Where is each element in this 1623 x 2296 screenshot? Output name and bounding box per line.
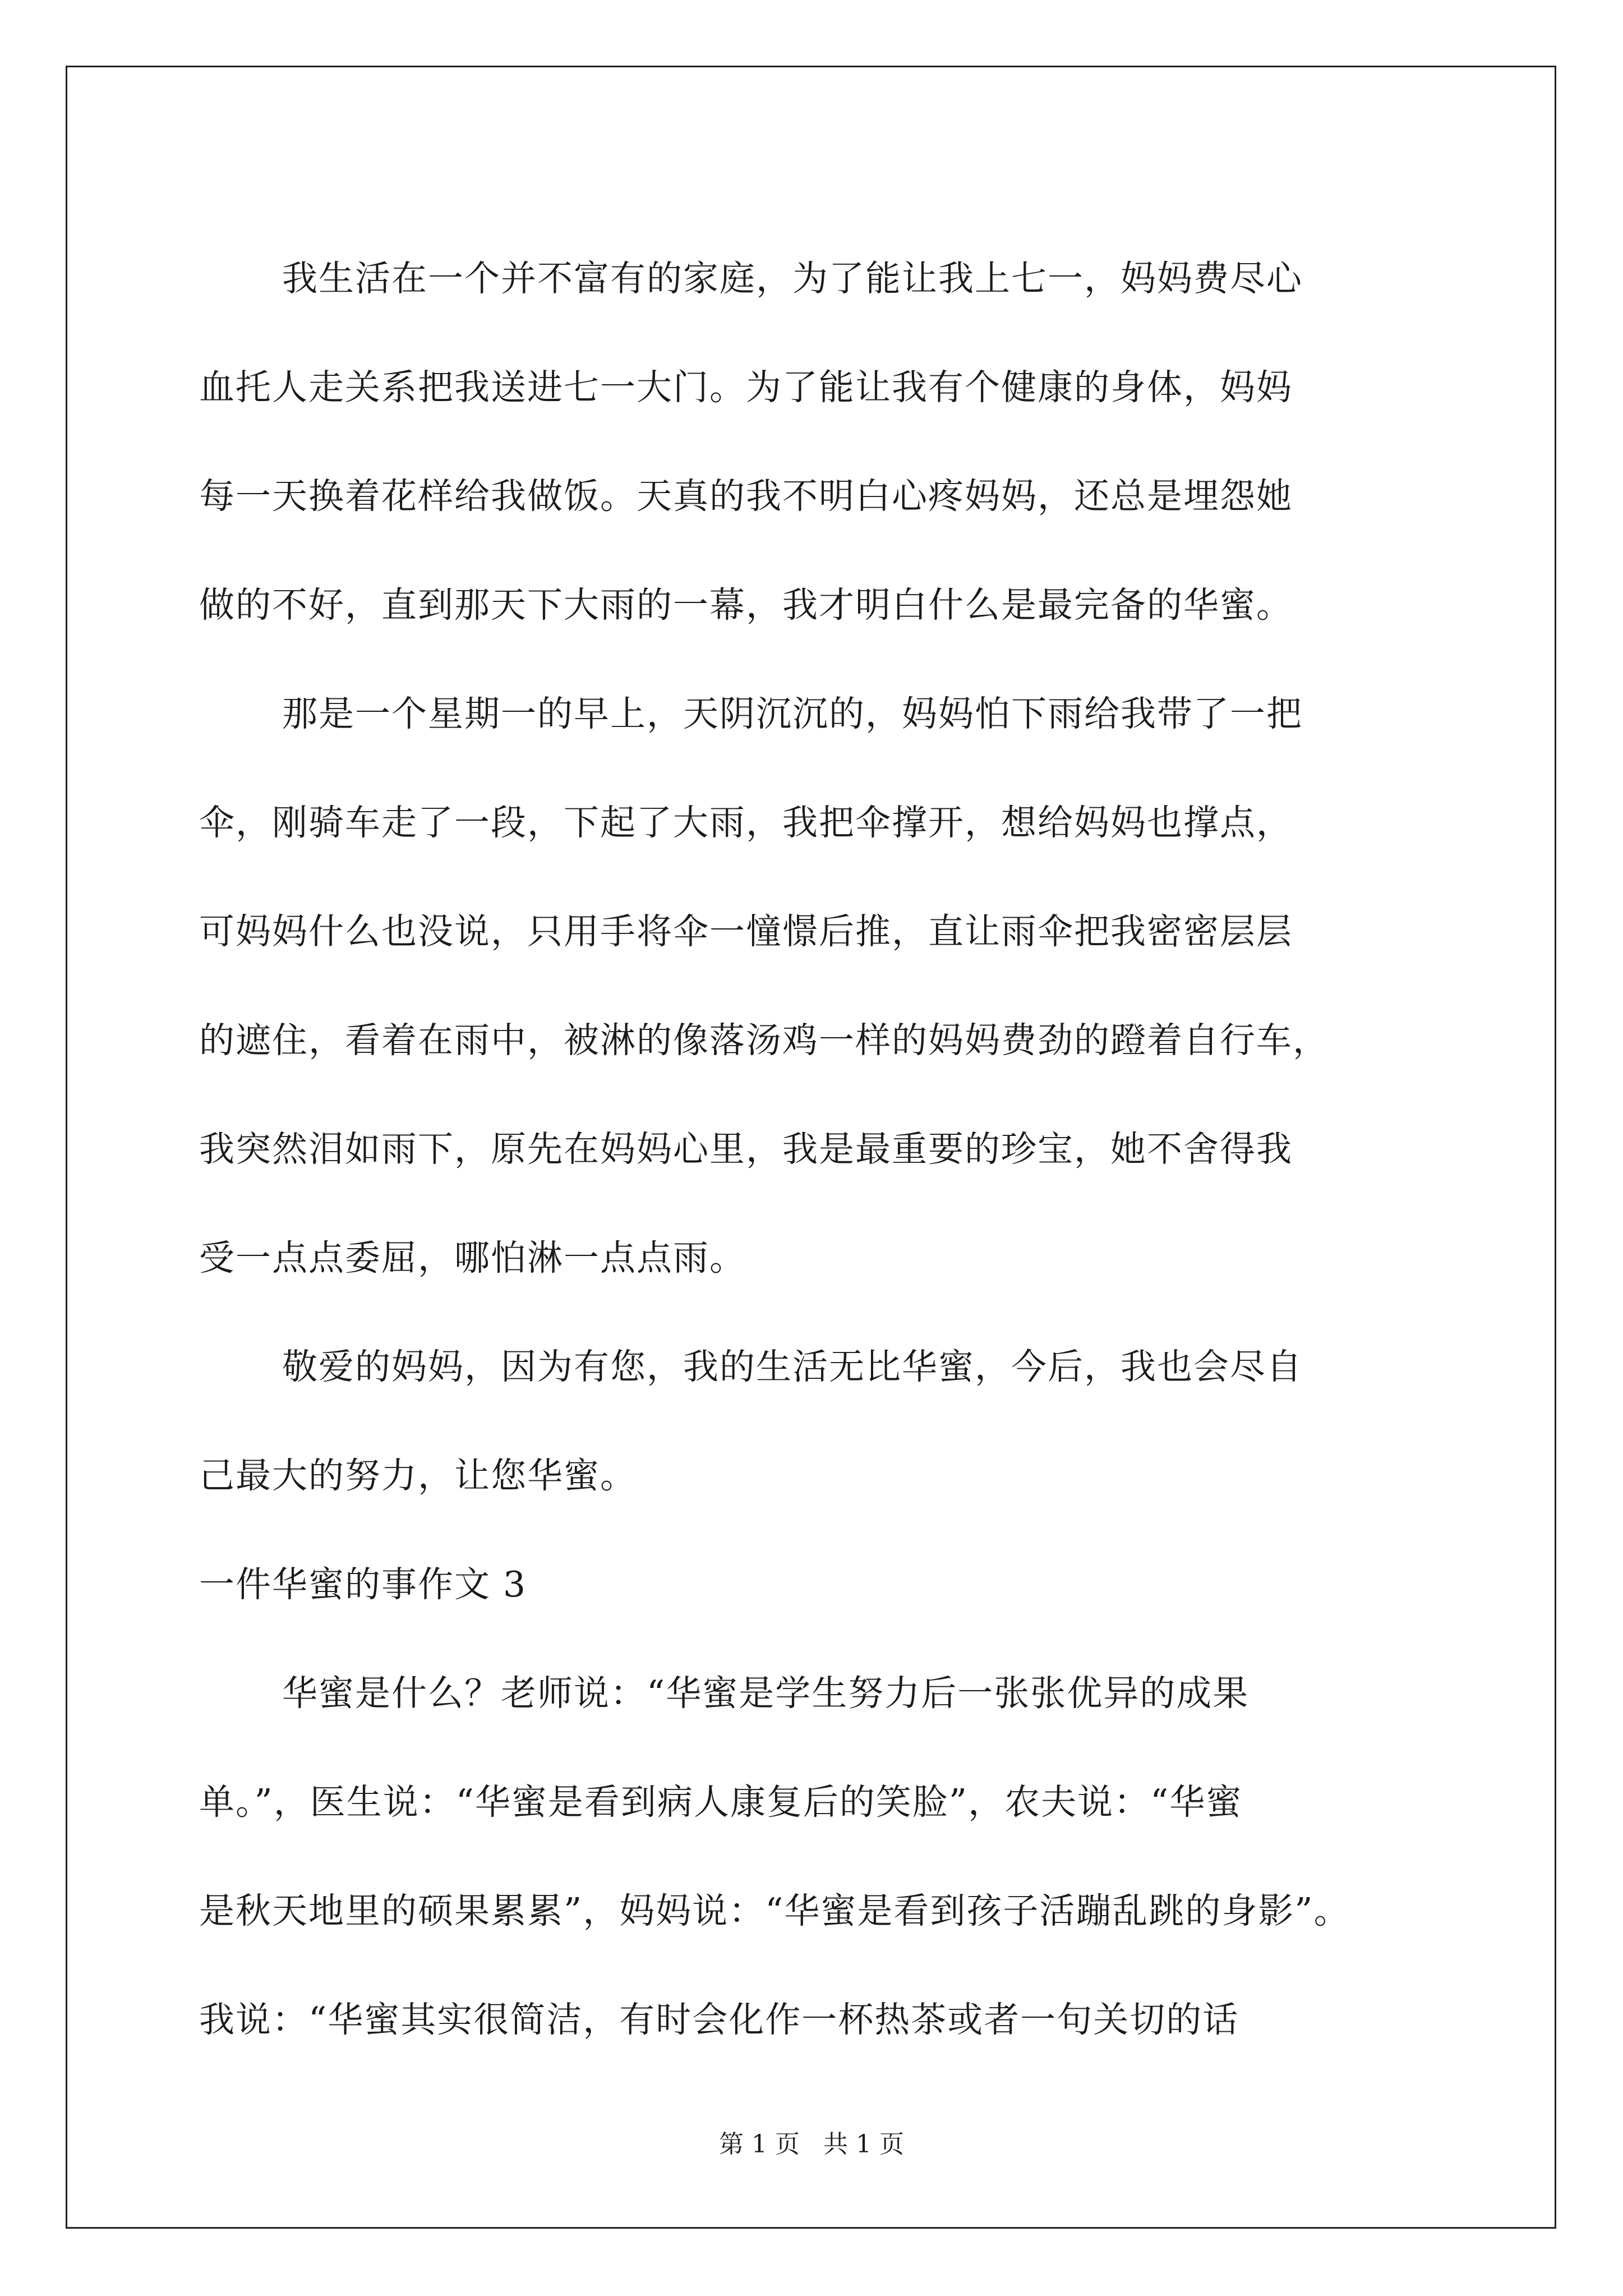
text-line: 伞，刚骑车走了一段，下起了大雨，我把伞撑开，想给妈妈也撑点， — [199, 802, 1293, 843]
text-line: 的遮住，看着在雨中，被淋的像落汤鸡一样的妈妈费劲的蹬着自行车， — [199, 1020, 1329, 1061]
text-line: 血托人走关系把我送进七一大门。为了能让我有个健康的身体，妈妈 — [199, 367, 1293, 408]
text-line: 我突然泪如雨下，原先在妈妈心里，我是最重要的珍宝，她不舍得我 — [199, 1129, 1293, 1170]
text-line: 敬爱的妈妈，因为有您，我的生活无比华蜜，今后，我也会尽自 — [282, 1346, 1303, 1387]
page-footer: 第 1 页 共 1 页 — [719, 2130, 904, 2159]
document-body — [199, 224, 1433, 2074]
text-line: 是秋天地里的硕果累累”，妈妈说：“华蜜是看到孩子活蹦乱跳的身影”。 — [199, 1890, 1350, 1931]
text-line: 可妈妈什么也没说，只用手将伞一憧憬后推，直让雨伞把我密密层层 — [199, 911, 1293, 952]
text-line: 那是一个星期一的早上，天阴沉沉的，妈妈怕下雨给我带了一把 — [282, 693, 1303, 734]
text-line: 我生活在一个并不富有的家庭，为了能让我上七一，妈妈费尽心 — [282, 258, 1303, 299]
text-line: 我说：“华蜜其实很简洁，有时会化作一杯热茶或者一句关切的话 — [199, 1999, 1239, 2040]
text-line: 己最大的努力，让您华蜜。 — [199, 1455, 637, 1496]
section-heading: 一件华蜜的事作文 3 — [199, 1564, 527, 1605]
text-line: 受一点点委屈，哪怕淋一点点雨。 — [199, 1237, 746, 1278]
text-line: 单。”，医生说：“华蜜是看到病人康复后的笑脸”，农夫说：“华蜜 — [199, 1782, 1243, 1823]
text-line: 做的不好，直到那天下大雨的一幕，我才明白什么是最完备的华蜜。 — [199, 585, 1293, 625]
text-line: 华蜜是什么？老师说：“华蜜是学生努力后一张张优异的成果 — [282, 1673, 1249, 1714]
text-line: 每一天换着花样给我做饭。天真的我不明白心疼妈妈，还总是埋怨她 — [199, 476, 1293, 517]
